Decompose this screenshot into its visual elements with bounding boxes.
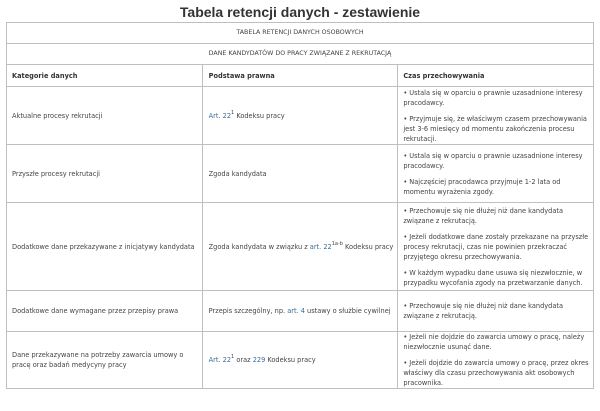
table-banner-section: DANE KANDYDATÓW DO PRACY ZWIĄZANE Z REKRUTACJĄ xyxy=(7,44,594,65)
retention-bullet: • Jeżeli dojdzie do zawarcia umowy o pracę, przez okres właściwy dla czasu przechowywania akt osobowych pracownika. xyxy=(403,359,589,387)
category-cell: Przyszłe procesy rekrutacji xyxy=(7,145,203,203)
legal-basis-cell: Zgoda kandydata xyxy=(202,145,398,203)
retention-bullet: • Przyjmuje się, że właściwym czasem przechowywania jest 3-6 miesięcy od momentu zakończenia procesu rekrutacji. xyxy=(403,114,587,143)
table-row xyxy=(7,203,594,291)
table-banner-row xyxy=(7,23,594,44)
table-banner-main: TABELA RETENCJI DANYCH OSOBOWYCH xyxy=(7,23,594,44)
legal-basis-cell: Art. $22^1$ oraz 229 Kodeksu pracy xyxy=(202,332,398,389)
legal-basis-cell: Przepis szczególny, np. art. 4 ustawy o służbie cywilnej xyxy=(202,291,398,332)
retention-bullet: • Jeżeli nie dojdzie do zawarcia umowy o pracę, należy niezwłocznie usunąć dane. xyxy=(403,333,585,351)
retention-bullet: • Jeżeli dodatkowe dane zostały przekazane na przyszłe procesy rekrutacji, czas nie powinien przekraczać przyjętego okresu przechowywania. xyxy=(403,232,589,261)
table-row xyxy=(7,145,594,203)
retention-bullet: • Przechowuje się nie dłużej niż dane kandydata związane z rekrutacją. xyxy=(403,302,564,320)
retention-cell xyxy=(398,332,594,389)
retention-bullet: • Przechowuje się nie dłużej niż dane kandydata związane z rekrutacją. xyxy=(403,206,564,225)
retention-cell xyxy=(398,291,594,332)
retention-bullet: • Ustala się w oparciu o prawnie uzasadnione interesy pracodawcy. xyxy=(403,151,583,170)
law-link[interactable]: Art. 22 xyxy=(208,356,232,364)
legal-basis-cell: Zgoda kandydata w związku z art. $22^{1a-b}$ Kodeksu pracy xyxy=(202,203,398,291)
header-legal-basis: Podstawa prawna xyxy=(202,65,398,87)
legal-basis-cell: Art. $22^1$ Kodeksu pracy xyxy=(202,87,398,145)
retention-bullet: • W każdym wypadku dane usuwa się niezwłocznie, w przypadku wycofania zgody na przetwarzanie danych. xyxy=(403,268,583,287)
table-banner-row xyxy=(7,44,594,65)
page-title: Tabela retencji danych - zestawienie xyxy=(179,4,421,20)
category-cell: Aktualne procesy rekrutacji xyxy=(7,87,203,145)
table-row xyxy=(7,332,594,389)
retention-bullet: • Ustala się w oparciu o prawnie uzasadnione interesy pracodawcy. xyxy=(403,88,583,107)
law-link[interactable]: art. 4 xyxy=(287,307,305,315)
header-retention-time: Czas przechowywania xyxy=(398,65,594,87)
table-header-row xyxy=(7,65,594,87)
retention-table xyxy=(6,22,594,389)
category-cell: Dodatkowe dane wymagane przez przepisy prawa xyxy=(7,291,203,332)
page xyxy=(0,2,600,411)
law-link[interactable]: art. 22 xyxy=(309,242,332,251)
law-link[interactable]: Art. 22 xyxy=(208,111,232,120)
table-row xyxy=(7,291,594,332)
retention-cell xyxy=(398,203,594,291)
retention-cell xyxy=(398,145,594,203)
category-cell: Dodatkowe dane przekazywane z inicjatywy kandydata xyxy=(7,203,203,291)
law-link[interactable]: 229 xyxy=(252,356,266,364)
retention-bullet: • Najczęściej pracodawca przyjmuje 1-2 lata od momentu wyrażenia zgody. xyxy=(403,177,561,196)
table-row xyxy=(7,87,594,145)
retention-cell xyxy=(398,87,594,145)
header-category: Kategorie danych xyxy=(7,65,203,87)
category-cell: Dane przekazywane na potrzeby zawarcia umowy o pracę oraz badań medycyny pracy xyxy=(7,332,203,389)
